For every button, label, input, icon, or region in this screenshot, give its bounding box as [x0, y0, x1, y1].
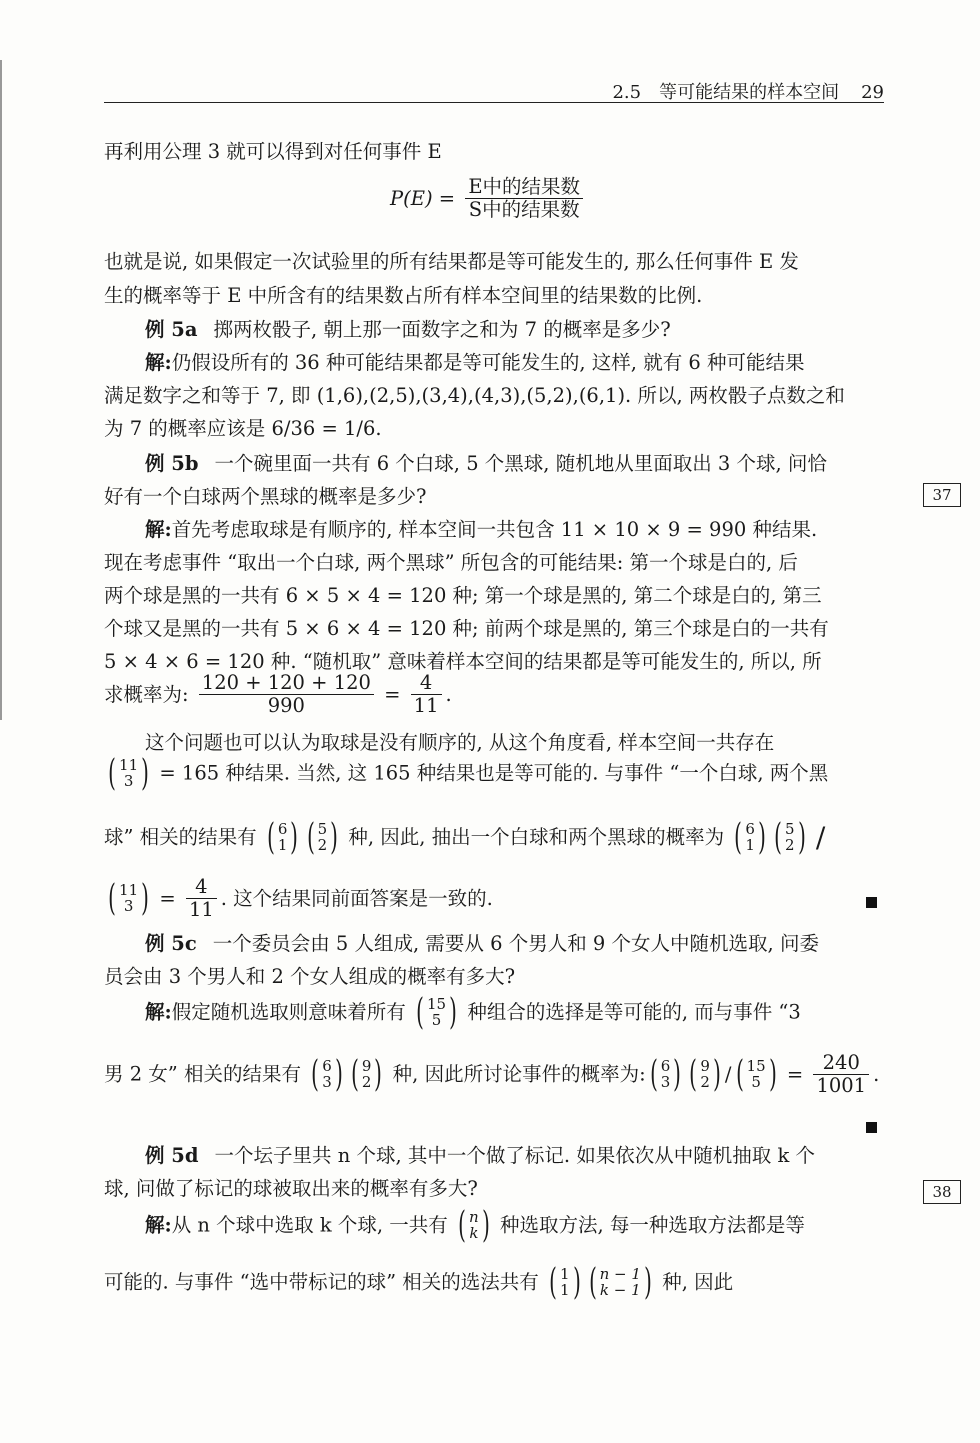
committee-numerator: 240: [813, 1052, 869, 1075]
unordered-text-2: = 165 种结果. 当然, 这 165 种结果也是等可能的. 与事件 “一个白球, 两个黑: [159, 761, 829, 785]
qed-square: [866, 897, 877, 908]
example-5b-question-text-1: 一个碗里面一共有 6 个白球, 5 个黑球, 随机地从里面取出 3 个球, 问恰: [214, 452, 827, 475]
example-5b-label: 例 5b: [145, 452, 199, 475]
unordered-text-3a: 球” 相关的结果有: [104, 825, 257, 849]
binom-n1-k1: ( n − 1 k − 1 ): [588, 1262, 652, 1303]
solution-5c-text-1a: 假定随机选取则意味着所有: [171, 1000, 406, 1024]
solution-5c-text-1b: 种组合的选择是等可能的, 而与事件 “3: [467, 1000, 801, 1024]
binom-bottom: 1: [277, 836, 288, 854]
solution-5d-text-1b: 种选取方法, 每一种选取方法都是等: [499, 1213, 805, 1237]
binom-top: n: [469, 1208, 479, 1227]
result-numerator-2: 4: [186, 876, 217, 899]
binom-top: 9: [700, 1057, 710, 1076]
committee-denominator: 1001: [816, 1074, 867, 1098]
example-5a-label: 例 5a: [145, 318, 198, 341]
binom-top: 11: [119, 881, 139, 900]
binom-bottom: 1: [559, 1281, 570, 1299]
example-5b-question-line-2: 好有一个白球两个黑球的概率是多少?: [104, 485, 427, 508]
equals-sign-3: =: [786, 1063, 804, 1087]
example-5b-solution-line-2: 现在考虑事件 “取出一个白球, 两个黑球” 所包含的可能结果: 第一个球是白的, 后: [104, 551, 798, 574]
scan-edge-line: [0, 60, 2, 720]
binom-15-5: ( 15 5 ): [416, 992, 457, 1033]
header-title: 等可能结果的样本空间: [659, 82, 840, 103]
unordered-paragraph-line-4: [104, 876, 493, 922]
example-5d-question-line-2: 球, 问做了标记的球被取出来的概率有多大?: [104, 1177, 478, 1200]
binom-top: 6: [322, 1057, 332, 1076]
binom-top: n − 1: [599, 1265, 641, 1284]
example-5c-solution-line-1: [145, 992, 801, 1033]
example-5d-solution-line-1: [145, 1205, 805, 1246]
example-5c-label: 例 5c: [145, 932, 197, 955]
example-5c-question-line-2: 员会由 3 个男人和 2 个女人组成的概率有多大?: [104, 965, 516, 988]
result-denominator-2: 11: [188, 898, 214, 922]
binom-9-2-b: ( 9 2 ): [689, 1053, 721, 1095]
binom-6-3: ( 6 3 ): [311, 1053, 343, 1095]
solution-5c-text-2a: 男 2 女” 相关的结果有: [104, 1062, 301, 1086]
example-5a-question-text: 掷两枚骰子, 朝上那一面数字之和为 7 的概率是多少?: [213, 318, 671, 341]
binom-n-k: ( n k ): [458, 1205, 490, 1246]
binom-top: 5: [317, 820, 328, 839]
result-denominator: 11: [413, 694, 439, 718]
example-5b-solution-line-6: [104, 672, 452, 718]
header-text: [612, 78, 884, 104]
example-5d-question-line-1: [145, 1144, 815, 1167]
binom-bottom: k: [469, 1224, 479, 1242]
example-5d-label: 例 5d: [145, 1144, 199, 1167]
example-5b-solution-line-3: 两个球是黑的一共有 6 × 5 × 4 = 120 种; 第一个球是黑的, 第二个球是白的, 第三: [104, 584, 822, 607]
header-section: 2.5: [612, 82, 642, 103]
binom-top: 15: [426, 995, 447, 1014]
formula-denominator: S中的结果数: [468, 198, 580, 222]
binom-bottom: 2: [361, 1072, 372, 1091]
equals-sign: =: [384, 683, 401, 707]
division-slash: /: [815, 821, 826, 855]
solution-5d-label: 解:: [145, 1213, 172, 1237]
binom-6-1: ( 6 1 ): [267, 817, 299, 858]
binom-bottom: 5: [751, 1072, 761, 1091]
equals-sign-2: =: [159, 887, 176, 911]
example-5a-question: [145, 318, 671, 341]
unordered-text-3b: 种, 因此, 抽出一个白球和两个黑球的概率为: [348, 825, 725, 849]
example-5c-question-text-1: 一个委员会由 5 人组成, 需要从 6 个男人和 9 个女人中随机选取, 问委: [212, 932, 819, 955]
binom-5-2-b: ( 5 2 ): [774, 817, 806, 858]
period: .: [445, 683, 452, 707]
binom-bottom: k − 1: [599, 1281, 641, 1299]
period-2: .: [873, 1063, 880, 1087]
binom-9-2: ( 9 2 ): [350, 1053, 383, 1095]
intro-line-3: 生的概率等于 E 中所含有的结果数占所有样本空间里的结果数的比例.: [104, 284, 703, 307]
binom-top: 11: [119, 756, 139, 775]
example-5b-question-line-1: [145, 452, 827, 475]
example-5b-solution-line-4: 个球又是黑的一共有 5 × 6 × 4 = 120 种; 前两个球是黑的, 第三个球是白的一共有: [104, 617, 829, 640]
unordered-paragraph-line-2: [104, 753, 829, 794]
formula-numerator: E中的结果数: [465, 176, 583, 199]
intro-line-1: 再利用公理 3 就可以得到对任何事件 E: [104, 140, 442, 163]
binom-bottom: 3: [123, 896, 134, 915]
binom-top: 15: [746, 1057, 766, 1076]
qed-square-2: [866, 1122, 877, 1133]
example-5d-solution-line-2: [104, 1262, 734, 1303]
unordered-paragraph-line-1: 这个问题也可以认为取球是没有顺序的, 从这个角度看, 样本空间一共存在: [145, 731, 775, 754]
division-slash-2: /: [724, 1063, 732, 1087]
ordered-numerator: 120 + 120 + 120: [199, 672, 374, 695]
binom-bottom: 3: [322, 1072, 332, 1091]
running-header: [104, 76, 884, 103]
solution-5a-label: 解:: [145, 351, 172, 374]
binom-top: 6: [660, 1057, 671, 1076]
example-5c-solution-line-2: [104, 1052, 879, 1098]
binom-bottom: 5: [431, 1011, 442, 1029]
example-5a-solution-line-3: 为 7 的概率应该是 6/36 = 1/6.: [104, 417, 382, 440]
binom-bottom: 2: [317, 836, 328, 854]
result-numerator: 4: [411, 672, 442, 695]
solution-5b-label: 解:: [145, 518, 172, 541]
example-5d-question-text-1: 一个坛子里共 n 个球, 其中一个做了标记. 如果依次从中随机抽取 k 个: [214, 1144, 815, 1167]
intro-line-2: 也就是说, 如果假定一次试验里的所有结果都是等可能发生的, 那么任何事件 E 发: [104, 250, 799, 273]
binom-bottom: 2: [700, 1072, 710, 1091]
committee-result-fraction: [813, 1052, 869, 1098]
solution-5d-text-1a: 从 n 个球中选取 k 个球, 一共有: [171, 1213, 448, 1237]
header-page-number: 29: [861, 82, 884, 103]
binom-top: 6: [745, 820, 755, 839]
formula-fraction: [465, 176, 583, 222]
unordered-text-4: . 这个结果同前面答案是一致的.: [220, 887, 493, 911]
binom-top: 9: [361, 1057, 372, 1076]
example-5a-solution-line-2: 满足数字之和等于 7, 即 (1,6),(2,5),(3,4),(4,3),(5,2),(6,1). 所以, 两枚骰子点数之和: [104, 384, 845, 407]
binom-6-1-b: ( 6 1 ): [734, 817, 766, 858]
binom-11-3-b: ( 11 3 ): [108, 877, 150, 919]
margin-note-38: 38: [923, 1180, 961, 1204]
solution-5c-label: 解:: [145, 1000, 172, 1024]
binom-11-3: ( 11 3 ): [108, 753, 150, 794]
binom-1-1: ( 1 1 ): [549, 1262, 581, 1303]
binom-bottom: 3: [123, 772, 134, 790]
binom-bottom: 1: [745, 836, 755, 854]
binom-bottom: 2: [785, 836, 795, 854]
ordered-denominator: 990: [267, 694, 305, 718]
example-5b-solution-line-5: 5 × 4 × 6 = 120 种. “随机取” 意味着样本空间的结果都是等可能发生的, 所以, 所: [104, 650, 822, 673]
unordered-paragraph-line-3: [104, 817, 826, 858]
solution-5d-text-2a: 可能的. 与事件 “选中带标记的球” 相关的选法共有: [104, 1270, 539, 1294]
binom-6-3-b: ( 6 3 ): [649, 1053, 682, 1095]
example-5c-question-line-1: [145, 932, 819, 955]
solution-5d-text-2b: 种, 因此: [662, 1270, 734, 1294]
example-5a-solution-line-1: [145, 351, 805, 374]
binom-top: 6: [277, 820, 288, 839]
binom-15-5-b: ( 15 5 ): [735, 1053, 777, 1095]
formula-lhs: P(E) =: [390, 187, 456, 211]
binom-bottom: 3: [660, 1072, 671, 1091]
probability-formula: [390, 176, 587, 222]
example-5b-solution-line-1: [145, 518, 817, 541]
binom-5-2: ( 5 2 ): [306, 817, 338, 858]
binom-top: 1: [559, 1265, 570, 1284]
solution-5b-text-1: 首先考虑取球是有顺序的, 样本空间一共包含 11 × 10 × 9 = 990 种结果.: [171, 518, 818, 541]
ordered-probability-fraction: [199, 672, 374, 718]
solution-5c-text-2b: 种, 因此所讨论事件的概率为:: [392, 1062, 646, 1086]
result-fraction: [411, 672, 442, 718]
probability-prefix: 求概率为:: [104, 683, 189, 707]
margin-note-37: 37: [923, 483, 961, 507]
result-fraction-2: [186, 876, 217, 922]
solution-5a-text-1: 仍假设所有的 36 种可能结果都是等可能发生的, 这样, 就有 6 种可能结果: [171, 351, 805, 374]
binom-top: 5: [785, 820, 795, 839]
